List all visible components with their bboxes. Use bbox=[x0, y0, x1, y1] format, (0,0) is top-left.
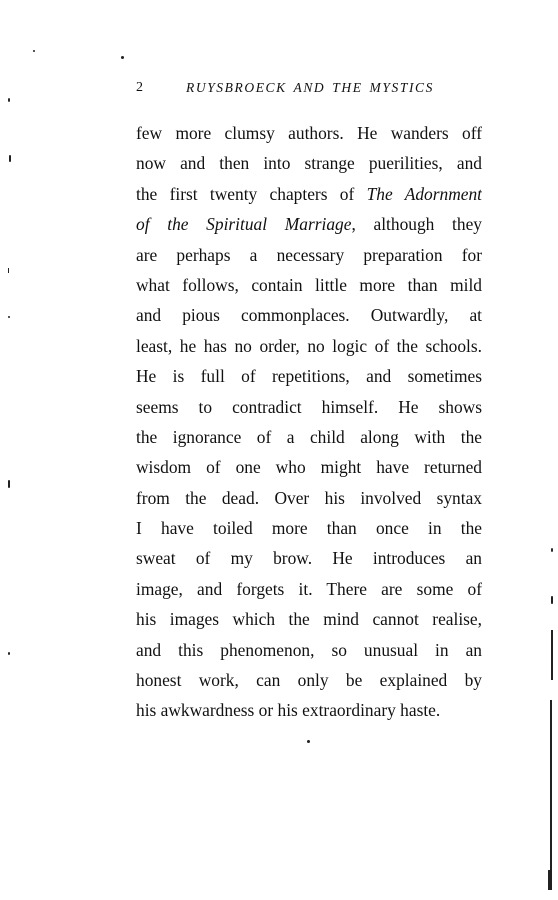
scan-speck bbox=[551, 548, 553, 552]
text-line: and this phenomenon, so unusual in an bbox=[136, 639, 482, 660]
page-header bbox=[136, 80, 480, 102]
body-text bbox=[136, 118, 482, 726]
scan-speck bbox=[33, 50, 35, 52]
scan-speck bbox=[8, 316, 10, 318]
text-line: image, and forgets it. There are some of bbox=[136, 578, 482, 599]
text-line: honest work, can only be explained by bbox=[136, 670, 482, 691]
scan-speck bbox=[121, 56, 124, 59]
scan-speck bbox=[8, 268, 9, 273]
text-line: the first twenty chapters of The Adornment bbox=[136, 183, 482, 204]
book-title-italic: The Adornment bbox=[366, 183, 482, 204]
running-head: RUYSBROECK AND THE MYSTICS bbox=[186, 80, 434, 95]
text-line: what follows, contain little more than mild bbox=[136, 274, 482, 295]
page-number: 2 bbox=[136, 80, 144, 95]
scan-speck bbox=[8, 480, 10, 488]
scan-speck bbox=[8, 98, 10, 102]
text-line: seems to contradict himself. He shows bbox=[136, 396, 482, 417]
text-line: sweat of my brow. He introduces an bbox=[136, 548, 482, 569]
text-line: of the Spiritual Marriage, although they bbox=[136, 214, 482, 235]
book-title-italic: of the Spiritual Marriage bbox=[136, 214, 352, 235]
text-line: least, he has no order, no logic of the schools. bbox=[136, 335, 482, 356]
text-line: the ignorance of a child along with the bbox=[136, 426, 482, 447]
text-line: and pious commonplaces. Outwardly, at bbox=[136, 305, 482, 326]
page-edge-line bbox=[550, 700, 552, 885]
page-edge-line bbox=[551, 630, 553, 680]
text-line: few more clumsy authors. He wanders off bbox=[136, 123, 482, 143]
scan-speck bbox=[307, 740, 310, 743]
text-line: from the dead. Over his involved syntax bbox=[136, 487, 482, 508]
text-line: I have toiled more than once in the bbox=[136, 518, 482, 539]
text-line: wisdom of one who might have returned bbox=[136, 457, 482, 478]
scan-speck bbox=[9, 155, 11, 162]
scan-speck bbox=[8, 652, 10, 655]
text-line: are perhaps a necessary preparation for bbox=[136, 244, 482, 265]
text-line: He is full of repetitions, and sometimes bbox=[136, 366, 482, 387]
page-edge-line bbox=[548, 870, 552, 890]
text-line: his images which the mind cannot realise, bbox=[136, 609, 482, 630]
text-line: now and then into strange puerilities, and bbox=[136, 153, 482, 174]
scan-speck bbox=[551, 596, 553, 604]
text-line: his awkwardness or his extraordinary haste. bbox=[136, 700, 441, 721]
